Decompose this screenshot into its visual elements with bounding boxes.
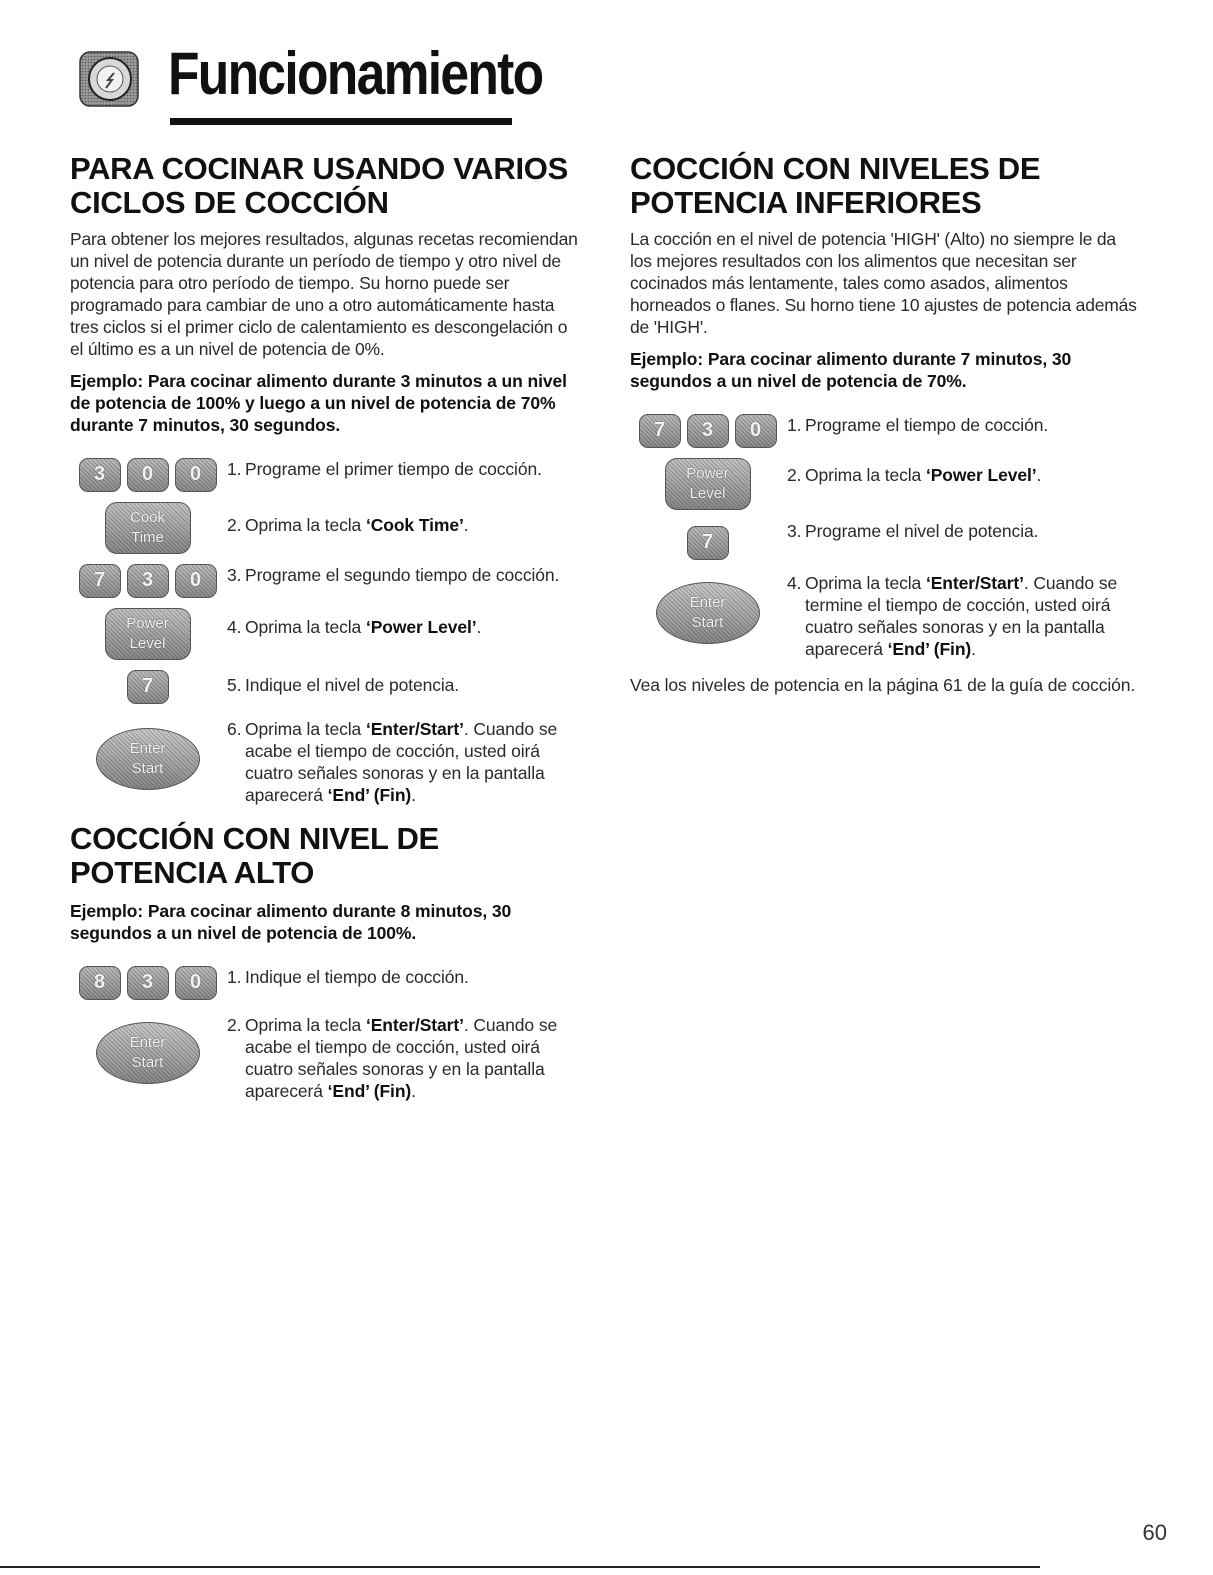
- digit-key: 7: [79, 564, 121, 598]
- step-text: 1. Programe el tiempo de cocción.: [787, 415, 1049, 435]
- digit-key: 3: [687, 414, 729, 448]
- step-text: 4. Oprima la tecla ‘Enter/Start’. Cuando se termine el tiempo de cocción, usted oirá cuatro señales sonoras y en la pantalla aparecerá ‘End’ (Fin).: [787, 573, 1118, 659]
- keypad-keys: [630, 572, 785, 644]
- digit-key: 7: [639, 414, 681, 448]
- steps-alto: [70, 966, 580, 1102]
- step-item: [70, 966, 580, 1000]
- right-column: [630, 152, 1140, 714]
- digit-key: 7: [127, 670, 169, 704]
- step-item: [70, 564, 580, 598]
- left-column: [70, 152, 580, 1112]
- step-text: 3. Programe el segundo tiempo de cocción.: [227, 565, 560, 585]
- section-heading-alto: COCCIÓN CON NIVEL DE POTENCIA ALTO: [70, 821, 439, 890]
- step-text: 2. Oprima la tecla ‘Power Level’.: [787, 465, 1042, 485]
- step-text: 2. Oprima la tecla ‘Cook Time’.: [227, 515, 469, 535]
- digit-key: 7: [687, 526, 729, 560]
- digit-key: 0: [735, 414, 777, 448]
- keypad-keys: [70, 718, 225, 790]
- footer-rule: [0, 1566, 1040, 1568]
- step-item: [630, 520, 1140, 560]
- digit-key: 3: [127, 966, 169, 1000]
- digit-key: 8: [79, 966, 121, 1000]
- section-example-alto: Ejemplo: Para cocinar alimento durante 8 minutos, 30 segundos a un nivel de potencia de 100%.: [70, 901, 512, 943]
- step-text: 1. Programe el primer tiempo de cocción.: [227, 459, 542, 479]
- keypad-keys: [630, 520, 785, 560]
- step-item: [70, 1014, 580, 1102]
- section-intro-varios: Para obtener los mejores resultados, algunas recetas recomiendan un nivel de potencia durante un período de tiempo y otro nivel de potencia para otro período de tiempo. Su horno puede ser programado para cambiar de uno a otro automáticamente hasta tres ciclos si el primer ciclo de calentamiento es descongelación o el último es a un nivel de potencia de 0%.: [70, 229, 578, 359]
- keypad-keys: [70, 564, 225, 598]
- steps-varios: [70, 458, 580, 806]
- section-example-inferiores: Ejemplo: Para cocinar alimento durante 7 minutos, 30 segundos a un nivel de potencia de 70%.: [630, 349, 1072, 391]
- keypad-keys: [630, 414, 785, 448]
- digit-key: 0: [175, 564, 217, 598]
- dial-icon: [78, 46, 142, 110]
- step-text: 5. Indique el nivel de potencia.: [227, 675, 460, 695]
- step-text: 3. Programe el nivel de potencia.: [787, 521, 1039, 541]
- section-heading-varios: PARA COCINAR USANDO VARIOS CICLOS DE COCCIÓN: [70, 151, 568, 220]
- power-level-key: Power Level: [665, 458, 751, 510]
- step-item: [70, 718, 580, 806]
- keypad-keys: [70, 966, 225, 1000]
- section-intro-inferiores: La cocción en el nivel de potencia 'HIGH' (Alto) no siempre le da los mejores resultados con los alimentos que necesitan ser cocinados más lentamente, tales como asados, alimentos horneados o flanes. Su horno tiene 10 ajustes de potencia además de 'HIGH'.: [630, 229, 1137, 337]
- digit-key: 3: [79, 458, 121, 492]
- page-header: [70, 38, 543, 128]
- keypad-keys: [70, 670, 225, 704]
- cook-time-key: Cook Time: [105, 502, 191, 554]
- enter-start-key: Enter Start: [96, 728, 200, 790]
- step-item: [70, 502, 580, 554]
- digit-key: 3: [127, 564, 169, 598]
- step-item: [630, 572, 1140, 660]
- enter-start-key: Enter Start: [96, 1022, 200, 1084]
- section-heading-inferiores: COCCIÓN CON NIVELES DE POTENCIA INFERIORES: [630, 151, 1041, 220]
- digit-key: 0: [175, 458, 217, 492]
- step-text: 6. Oprima la tecla ‘Enter/Start’. Cuando se acabe el tiempo de cocción, usted oirá cuatro señales sonoras y en la pantalla aparecerá ‘End’ (Fin).: [227, 719, 558, 805]
- keypad-keys: [630, 458, 785, 510]
- keypad-keys: [70, 458, 225, 492]
- keypad-keys: [70, 608, 225, 660]
- step-item: [70, 458, 580, 492]
- step-text: 2. Oprima la tecla ‘Enter/Start’. Cuando se acabe el tiempo de cocción, usted oirá cuatro señales sonoras y en la pantalla aparecerá ‘End’ (Fin).: [227, 1015, 558, 1101]
- step-item: [630, 458, 1140, 510]
- enter-start-key: Enter Start: [656, 582, 760, 644]
- page-title: Funcionamiento: [168, 40, 543, 107]
- step-item: [70, 608, 580, 660]
- keypad-keys: [70, 1014, 225, 1084]
- step-item: [630, 414, 1140, 448]
- steps-inferiores: [630, 414, 1140, 660]
- section-closing-inferiores: Vea los niveles de potencia en la página 61 de la guía de cocción.: [630, 675, 1136, 695]
- step-item: [70, 670, 580, 704]
- title-underline: [170, 118, 512, 125]
- section-example-varios: Ejemplo: Para cocinar alimento durante 3 minutos a un nivel de potencia de 100% y luego a un nivel de potencia de 70% durante 7 minutos, 30 segundos.: [70, 371, 567, 435]
- power-level-key: Power Level: [105, 608, 191, 660]
- digit-key: 0: [175, 966, 217, 1000]
- step-text: 4. Oprima la tecla ‘Power Level’.: [227, 617, 482, 637]
- digit-key: 0: [127, 458, 169, 492]
- keypad-keys: [70, 502, 225, 554]
- page-number: 60: [1142, 1520, 1167, 1545]
- step-text: 1. Indique el tiempo de cocción.: [227, 967, 469, 987]
